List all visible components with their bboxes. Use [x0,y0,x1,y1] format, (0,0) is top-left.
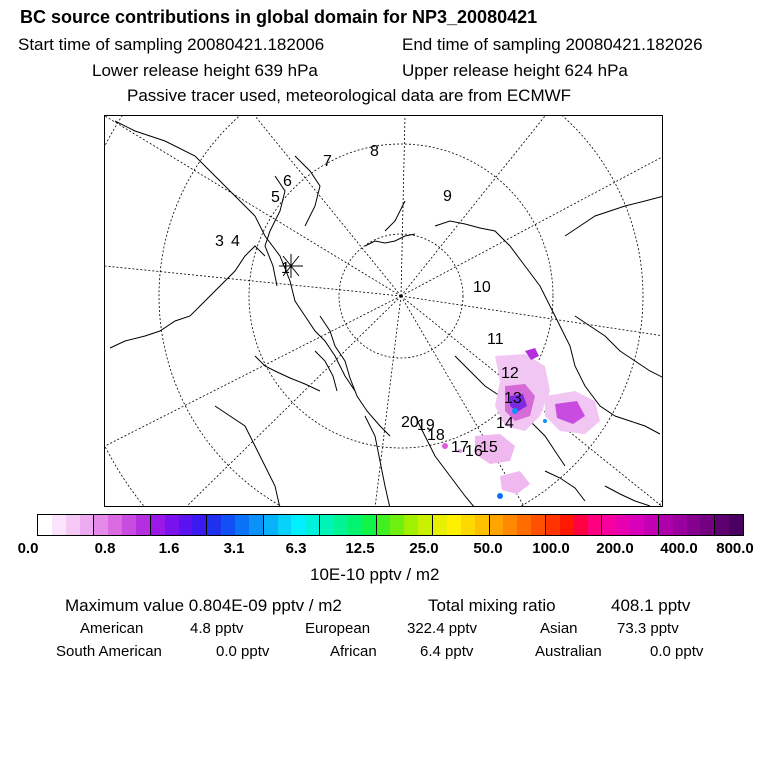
colorbar-swatch [517,515,531,535]
colorbar-swatch [291,515,305,535]
african-value: 6.4 pptv [420,643,474,660]
colorbar-swatch [659,515,673,535]
colorbar-tick-label: 6.3 [285,540,307,557]
south-american-value: 0.0 pptv [216,643,270,660]
track-label: 19 [417,417,435,434]
colorbar-swatch [348,515,362,535]
colorbar-swatch [475,515,490,535]
track-label: 1 [281,260,290,277]
track-label: 11 [487,331,504,348]
colorbar-swatch [700,515,715,535]
colorbar-swatch [80,515,95,535]
track-label: 20 [401,414,419,431]
tracer-note: Passive tracer used, meteorological data are from ECMWF [127,86,572,105]
colorbar-swatch [729,515,743,535]
colorbar-swatch [334,515,348,535]
colorbar-swatch [687,515,701,535]
colorbar-swatch [38,515,52,535]
colorbar-swatch [531,515,546,535]
colorbar-tick-label: 50.0 [473,540,503,557]
colorbar-swatch [221,515,235,535]
african-label: African [330,643,377,660]
plot-title: BC source contributions in global domain for NP3_20080421 [20,7,538,27]
colorbar-tick-label: 0.8 [94,540,116,557]
colorbar-swatch [136,515,151,535]
colorbar-swatch [66,515,80,535]
colorbar-swatch [108,515,122,535]
american-label: American [80,620,144,637]
colorbar-swatch [305,515,320,535]
colorbar-swatch [588,515,603,535]
track-label: 8 [370,143,379,160]
end-time: End time of sampling 20080421.182026 [402,35,703,54]
track-label: 3 [215,233,224,250]
colorbar-swatch [418,515,433,535]
colorbar-swatch [715,515,729,535]
colorbar-swatch [179,515,193,535]
colorbar-swatch [192,515,207,535]
asian-label: Asian [540,620,578,637]
colorbar-swatch [433,515,447,535]
track-label: 15 [480,439,498,456]
max-value: Maximum value 0.804E-09 pptv / m2 [65,596,342,615]
colorbar-tick-label: 800.0 [716,540,754,557]
start-time: Start time of sampling 20080421.182006 [18,35,325,54]
colorbar-swatch [560,515,574,535]
colorbar-swatch [377,515,391,535]
colorbar-swatch [278,515,292,535]
colorbar-swatch [461,515,475,535]
colorbar-swatch [616,515,630,535]
coastlines [110,121,663,507]
track-label: 6 [283,173,292,190]
track-label: 4 [231,233,240,250]
american-value: 4.8 pptv [190,620,244,637]
colorbar-tick-label: 400.0 [660,540,698,557]
track-label: 7 [323,153,332,170]
colorbar-swatch [630,515,644,535]
colorbar-swatch [94,515,108,535]
colorbar-tick-label: 200.0 [596,540,634,557]
european-label: European [305,620,371,637]
colorbar-tick-label: 12.5 [345,540,375,557]
colorbar-swatch [165,515,179,535]
colorbar-swatch [320,515,334,535]
colorbar-swatch [390,515,404,535]
total-mixing-label: Total mixing ratio [428,596,556,615]
colorbar-tick-label: 0.0 [17,540,39,557]
colorbar-tick-label: 3.1 [223,540,245,557]
colorbar-tick-label: 1.6 [158,540,180,557]
track-label: 12 [501,365,519,382]
lower-release-height: Lower release height 639 hPa [92,61,318,80]
colorbar-swatch [122,515,136,535]
colorbar-swatch [362,515,377,535]
colorbar-swatch [404,515,418,535]
colorbar-swatch [602,515,616,535]
colorbar-swatch [574,515,588,535]
track-label: 17 [451,439,469,456]
australian-label: Australian [535,643,602,660]
track-label: 9 [443,188,452,205]
colorbar-swatch [503,515,517,535]
colorbar [37,514,744,536]
track-label: 14 [496,415,514,432]
colorbar-tick-label: 100.0 [532,540,570,557]
south-american-label: South American [56,643,162,660]
track-label: 18 [427,427,445,444]
upper-release-height: Upper release height 624 hPa [402,61,628,80]
colorbar-units: 10E-10 pptv / m2 [310,565,440,584]
track-label: 10 [473,279,491,296]
colorbar-swatch [249,515,264,535]
colorbar-swatch [52,515,66,535]
colorbar-swatch [447,515,461,535]
colorbar-swatch [151,515,165,535]
track-label: 16 [465,443,483,460]
colorbar-tick-label: 25.0 [409,540,439,557]
concentration-blobs [442,348,600,499]
colorbar-swatch [673,515,687,535]
asian-value: 73.3 pptv [617,620,679,637]
colorbar-swatch [235,515,249,535]
polar-map [104,115,663,507]
graticule [105,116,663,507]
colorbar-swatch [264,515,278,535]
colorbar-swatch [644,515,659,535]
european-value: 322.4 pptv [407,620,478,637]
track-label: 13 [504,390,522,407]
track-label: 5 [271,189,280,206]
total-mixing-value: 408.1 pptv [611,596,691,615]
colorbar-swatch [490,515,504,535]
australian-value: 0.0 pptv [650,643,704,660]
colorbar-swatch [546,515,560,535]
colorbar-swatch [207,515,221,535]
